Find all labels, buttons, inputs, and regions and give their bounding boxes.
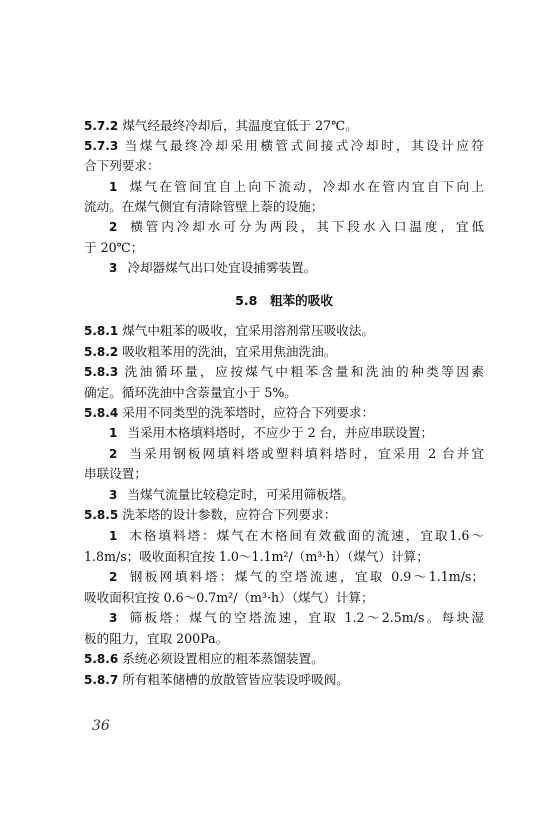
clause-number: 5.8.2 bbox=[84, 345, 119, 359]
text: 1.8m/s；吸收面积宜按 1.0～1.1m²/（m³·h）（煤气）计算； bbox=[84, 549, 429, 564]
item-number: 1 bbox=[109, 426, 118, 440]
clause-text: 吸收粗苯用的洗油，宜采用焦油洗油。 bbox=[122, 344, 337, 359]
clause-continuation bbox=[84, 157, 484, 175]
item-continuation bbox=[84, 239, 484, 257]
clause-5-7-2 bbox=[84, 117, 484, 135]
item-text: 木格填料塔：煤气在木格间有效截面的流速，宜取1.6～ bbox=[127, 528, 484, 543]
item-number: 3 bbox=[109, 611, 118, 625]
item-text: 筛板塔：煤气的空塔流速，宜取 1.2～2.5m/s。每块湿 bbox=[127, 610, 484, 625]
clause-number: 5.8.7 bbox=[84, 673, 119, 687]
clause-text: 洗苯塔的设计参数，应符合下列要求： bbox=[122, 507, 337, 522]
item-continuation bbox=[84, 465, 484, 483]
clause-number: 5.8.4 bbox=[84, 406, 119, 420]
text: 吸收面积宜按 0.6～0.7m²/（m³·h）（煤气）计算； bbox=[84, 590, 374, 605]
text: 于 20℃； bbox=[84, 240, 144, 255]
item-number: 3 bbox=[109, 261, 118, 275]
item-number: 1 bbox=[109, 180, 118, 194]
list-item-1 bbox=[109, 424, 484, 442]
text: 合下列要求： bbox=[84, 158, 160, 173]
clause-text: 煤气经最终冷却后，其温度宜低于 27℃。 bbox=[122, 118, 358, 133]
list-item-3 bbox=[109, 609, 484, 627]
clause-5-8-6 bbox=[84, 650, 484, 668]
clause-number: 5.8.6 bbox=[84, 652, 119, 666]
item-continuation bbox=[84, 589, 484, 607]
list-item-1 bbox=[109, 178, 484, 196]
item-number: 2 bbox=[109, 447, 118, 461]
item-text: 当采用钢板网填料塔或塑料填料塔时，宜采用 2 台并宜 bbox=[127, 446, 484, 461]
clause-5-8-5 bbox=[84, 506, 484, 524]
item-continuation bbox=[84, 630, 484, 648]
item-text: 冷却器煤气出口处宜设捕雾装置。 bbox=[127, 260, 317, 275]
clause-text: 系统必须设置相应的粗苯蒸馏装置。 bbox=[122, 651, 324, 666]
clause-text: 煤气中粗苯的吸收，宜采用溶剂常压吸收法。 bbox=[122, 323, 375, 338]
list-item-3 bbox=[109, 259, 484, 277]
list-item-2 bbox=[109, 568, 484, 586]
page-number: 36 bbox=[92, 718, 110, 734]
clause-text: 当煤气最终冷却采用横管式间接式冷却时，其设计应符 bbox=[124, 138, 485, 153]
clause-5-8-4 bbox=[84, 404, 484, 422]
item-text: 当煤气流量比较稳定时，可采用筛板塔。 bbox=[127, 487, 355, 502]
item-number: 2 bbox=[109, 570, 118, 584]
item-text: 横管内冷却水可分为两段，其下段水入口温度，宜低 bbox=[127, 219, 484, 234]
item-text: 钢板网填料塔：煤气的空塔流速，宜取 0.9～1.1m/s； bbox=[127, 569, 484, 584]
clause-number: 5.8.5 bbox=[84, 508, 119, 522]
item-number: 2 bbox=[109, 220, 118, 234]
clause-5-8-7 bbox=[84, 671, 484, 689]
text: 确定。循环洗油中含萘量宜小于 5%。 bbox=[84, 385, 297, 400]
list-item-3 bbox=[109, 486, 484, 504]
list-item-1 bbox=[109, 527, 484, 545]
item-continuation bbox=[84, 548, 484, 566]
item-number: 1 bbox=[109, 529, 118, 543]
item-text: 当采用木格填料塔时，不应少于 2 台，并应串联设置； bbox=[127, 425, 434, 440]
text: 板的阻力，宜取 200Pa。 bbox=[84, 631, 229, 646]
clause-number: 5.7.3 bbox=[84, 139, 119, 153]
list-item-2 bbox=[109, 218, 484, 236]
section-heading: 5.8 粗苯的吸收 bbox=[235, 293, 333, 308]
clause-5-8-3 bbox=[84, 363, 484, 381]
item-number: 3 bbox=[109, 488, 118, 502]
clause-number: 5.7.2 bbox=[84, 119, 119, 133]
clause-text: 采用不同类型的洗苯塔时，应符合下列要求： bbox=[122, 405, 375, 420]
text: 串联设置； bbox=[84, 466, 147, 481]
item-text: 煤气在管间宜自上向下流动，冷却水在管内宜自下向上 bbox=[127, 179, 484, 194]
clause-5-8-1 bbox=[84, 322, 484, 340]
clause-number: 5.8.1 bbox=[84, 324, 119, 338]
item-continuation bbox=[84, 198, 484, 216]
list-item-2 bbox=[109, 445, 484, 463]
clause-number: 5.8.3 bbox=[84, 365, 119, 379]
clause-text: 所有粗苯储槽的放散管皆应装设呼吸阀。 bbox=[122, 672, 349, 687]
clause-continuation bbox=[84, 384, 484, 402]
clause-5-7-3 bbox=[84, 137, 484, 155]
text: 流动。在煤气侧宜有清除管壁上萘的设施； bbox=[84, 199, 324, 214]
clause-5-8-2 bbox=[84, 343, 484, 361]
clause-text: 洗油循环量，应按煤气中粗苯含量和洗油的种类等因素 bbox=[124, 364, 485, 379]
